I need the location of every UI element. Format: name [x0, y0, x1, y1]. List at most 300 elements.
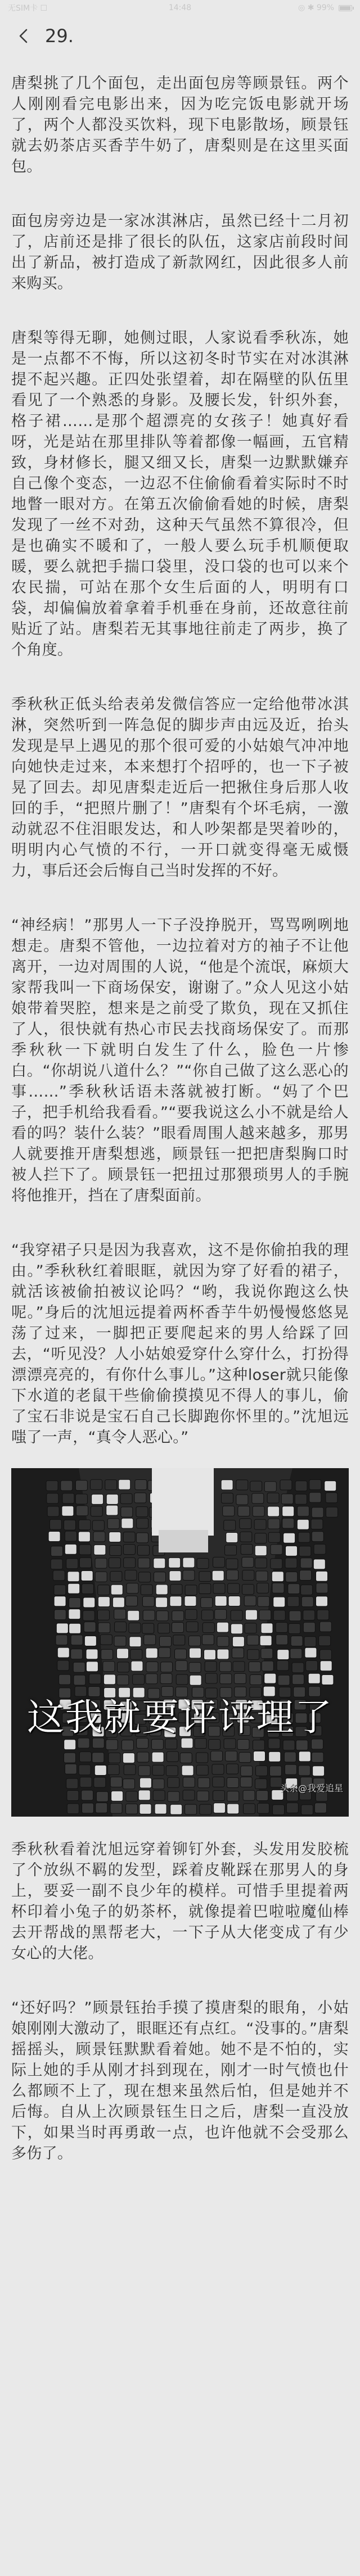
- keyboard-key: [225, 1545, 237, 1555]
- keyboard-key: [277, 1650, 289, 1660]
- keyboard-key: [298, 1506, 309, 1516]
- keyboard-jacket-image: [11, 1468, 349, 1817]
- keyboard-key: [261, 1649, 273, 1659]
- keyboard-key: [326, 1507, 338, 1517]
- keyboard-key: [154, 1558, 165, 1568]
- keyboard-key: [79, 1752, 91, 1762]
- carrier-status: 无SIM卡 ☐: [8, 4, 48, 13]
- keyboard-key: [255, 1533, 267, 1543]
- keyboard-key: [94, 1545, 106, 1555]
- keyboard-key: [137, 1752, 149, 1762]
- keyboard-key: [197, 1791, 209, 1801]
- keyboard-key: [268, 1506, 280, 1516]
- keyboard-key: [262, 1661, 273, 1671]
- keyboard-key: [201, 1610, 213, 1620]
- keyboard-key: [204, 1650, 216, 1660]
- keyboard-key: [92, 1753, 104, 1763]
- keyboard-key: [228, 1583, 240, 1593]
- keyboard-key: [56, 1623, 68, 1633]
- keyboard-key: [104, 1674, 115, 1685]
- keyboard-key: [57, 1647, 69, 1658]
- keyboard-key: [241, 1766, 253, 1776]
- keyboard-key: [158, 1623, 170, 1633]
- keyboard-key: [250, 1675, 262, 1685]
- keyboard-key: [126, 1596, 138, 1606]
- keyboard-key: [65, 1544, 76, 1554]
- keyboard-key: [124, 1558, 136, 1568]
- keyboard-key: [202, 1635, 214, 1645]
- keyboard-key: [212, 1764, 224, 1774]
- keyboard-key: [273, 1610, 285, 1620]
- keyboard-key: [239, 1753, 251, 1763]
- keyboard-key: [74, 1675, 86, 1685]
- keyboard-key: [64, 1520, 76, 1530]
- keyboard-key: [139, 1572, 151, 1582]
- keyboard-key: [183, 1777, 195, 1787]
- keyboard-key: [134, 1493, 146, 1503]
- keyboard-key: [227, 1791, 239, 1801]
- keyboard-key: [271, 1545, 282, 1555]
- keyboard-key: [283, 1740, 295, 1750]
- keyboard-key: [176, 1674, 188, 1685]
- keyboard-key: [118, 1662, 129, 1672]
- keyboard-key: [253, 1506, 264, 1516]
- keyboard-key: [289, 1611, 301, 1621]
- keyboard-key: [315, 1803, 327, 1813]
- keyboard-key: [254, 1751, 266, 1762]
- keyboard-key: [152, 1765, 164, 1775]
- status-indicators: ◎ ✱ 99%: [298, 3, 334, 12]
- keyboard-key: [110, 1546, 122, 1556]
- keyboard-key: [213, 1557, 225, 1567]
- keyboard-key: [121, 1507, 133, 1517]
- keyboard-key: [276, 1622, 287, 1632]
- keyboard-key: [67, 1804, 79, 1814]
- image-caption: 这我就要评评理了: [27, 1696, 333, 1739]
- keyboard-key: [142, 1623, 154, 1633]
- keyboard-key: [109, 1558, 120, 1568]
- keyboard-key: [123, 1545, 135, 1555]
- keyboard-key: [250, 1481, 262, 1491]
- keyboard-key: [96, 1803, 107, 1813]
- keyboard-key: [190, 1648, 201, 1658]
- keyboard-key: [258, 1803, 269, 1813]
- keyboard-key: [175, 1649, 187, 1659]
- keyboard-key: [277, 1660, 289, 1670]
- keyboard-key: [202, 1623, 214, 1633]
- keyboard-key: [240, 1532, 252, 1542]
- keyboard-key: [142, 1596, 154, 1606]
- keyboard-key: [280, 1480, 292, 1490]
- keyboard-key: [69, 1623, 81, 1633]
- keyboard-key: [127, 1583, 138, 1593]
- keyboard-key: [190, 1675, 201, 1685]
- keyboard-key: [84, 1636, 96, 1646]
- keyboard-key: [172, 1611, 184, 1621]
- keyboard-key: [301, 1585, 313, 1595]
- image-watermark: 头条@我爱追星: [280, 1783, 343, 1794]
- keyboard-key: [260, 1636, 272, 1646]
- keyboard-key: [111, 1584, 123, 1595]
- battery-icon: [339, 5, 352, 11]
- keyboard-key: [80, 1558, 92, 1568]
- keyboard-key: [138, 1765, 150, 1776]
- keyboard-key: [295, 1481, 307, 1491]
- keyboard-key: [101, 1649, 113, 1659]
- keyboard-key: [316, 1571, 328, 1581]
- keyboard-key: [168, 1777, 179, 1787]
- keyboard-key: [233, 1662, 245, 1672]
- keyboard-key: [86, 1649, 98, 1659]
- keyboard-key: [103, 1662, 115, 1672]
- article-paragraph: 季秋秋看着沈旭远穿着铆钉外套，头发用发胶梳了个放纵不羁的发型，踩着皮靴踩在那男人的身上，要妥一副不良少年的模样。可惜手里提着两杯印着小兔子的奶茶杯，就像提着巴啦啦魔仙棒去开帮战的黑帮老大，一下子从大佬变成了有少女心的大佬。: [11, 1841, 349, 1962]
- keyboard-key: [75, 1494, 87, 1504]
- keyboard-key: [135, 1480, 147, 1490]
- keyboard-key: [285, 1558, 297, 1568]
- keyboard-key: [299, 1765, 310, 1776]
- keyboard-key: [114, 1636, 126, 1646]
- keyboard-key: [302, 1805, 313, 1815]
- keyboard-key: [66, 1559, 78, 1569]
- keyboard-key: [124, 1764, 136, 1774]
- keyboard-key: [213, 1583, 225, 1593]
- keyboard-key: [117, 1675, 129, 1685]
- keyboard-key: [48, 1532, 60, 1542]
- keyboard-key: [69, 1609, 80, 1619]
- keyboard-key: [143, 1610, 155, 1620]
- keyboard-key: [112, 1597, 124, 1608]
- keyboard-key: [249, 1662, 260, 1672]
- keyboard-key: [133, 1674, 145, 1685]
- keyboard-key: [231, 1624, 242, 1634]
- article-paragraph: 季秋秋正低头给表弟发微信答应一定给他带冰淇淋，突然听到一阵急促的脚步声由远及近，抬头发现是早上遇见的那个很可爱的小姑娘气冲冲地向她快走过来，本来想打个招呼的，也一下子被晃了回去。却见唐梨走近后一把揪住身后那人收回的手，“把照片删了！”唐梨有个坏毛病，一激动就忍不住泪眼发达，和人吵架都是哭着吵的，明明内心气愤的不行，一开口就变得毫无威慑力，事后还会后悔自己当时发挥的不好。: [11, 696, 349, 880]
- keyboard-key: [146, 1674, 158, 1684]
- keyboard-key: [83, 1610, 94, 1620]
- keyboard-key: [245, 1610, 257, 1620]
- keyboard-key: [137, 1533, 148, 1543]
- keyboard-key: [152, 1752, 164, 1762]
- article-paragraph: 唐梨挑了几个面包，走出面包房等顾景钰。两个人刚刚看完电影出来，因为吃完饭电影就开场了，两个人都没买饮料，现下电影散场，顾景钰就去奶茶店买香芋牛奶了，唐梨则是在这里买面包。: [11, 75, 349, 175]
- keyboard-key: [223, 1506, 235, 1516]
- keyboard-key: [91, 1506, 102, 1516]
- keyboard-key: [71, 1649, 83, 1659]
- battery-fill: [340, 6, 350, 10]
- keyboard-key: [264, 1482, 276, 1492]
- keyboard-key: [232, 1637, 244, 1647]
- keyboard-key: [160, 1673, 172, 1683]
- keyboard-key: [289, 1624, 300, 1634]
- keyboard-key: [57, 1660, 69, 1670]
- keyboard-key: [268, 1532, 280, 1542]
- keyboard-key: [68, 1572, 79, 1582]
- keyboard-key: [161, 1662, 173, 1672]
- keyboard-key: [325, 1481, 336, 1491]
- keyboard-key: [237, 1740, 249, 1750]
- article-paragraph: “还好吗？”顾景钰抬手摸了摸唐梨的眼角，小姑娘刚刚大激动了，眼眶还有点红。“没事的。”唐梨摇摇头，顾景钰默默看着她。她不是不怕的，实际上她的手从刚才抖到现在，刚才一时气愤也什么都顾不上了，现在想来虽然后怕，但是她并不后悔。自从上次顾景钰生日之后，唐梨一直没放下，如果当时再勇敢一点，也许他就不会受那么多伤了。: [11, 1999, 349, 2162]
- keyboard-key: [209, 1740, 220, 1750]
- article-paragraph: “神经病！”那男人一下子没挣脱开，骂骂咧咧地想走。唐梨不管他，一边拉着对方的袖子不让他离开，一边对周围的人说，“他是个流氓，麻烦大家帮我叫一下商场保安，谢谢了。”众人见这小姑娘带着哭腔，想来是之前受了欺负，现在又抓住了人，很快就有热心市民去找商场保安了。而那季秋秋一下就明白发生了什么，脸色一片惨白。“你胡说八道什么？”“你自己做了这么恶心的事……”季秋秋话语未落就被打断。“妈了个巴子，把手机给我看看。”“要我说这么小不就是给人看的吗？装什么装？”眼看周围人越来越多，那男人就要推开唐梨想逃，顾景钰一把把唐梨胸口时被人拦下了。顾景钰一把扭过那猥琐男人的手腕将他推开，挡在了唐梨面前。: [11, 917, 349, 1205]
- keyboard-key: [53, 1570, 65, 1581]
- keyboard-key: [238, 1506, 250, 1516]
- keyboard-key: [98, 1597, 110, 1607]
- keyboard-key: [295, 1494, 307, 1504]
- keyboard-key: [287, 1596, 299, 1606]
- keyboard-key: [212, 1570, 224, 1581]
- keyboard-key: [137, 1518, 148, 1528]
- keyboard-key: [227, 1764, 238, 1774]
- keyboard-key: [232, 1648, 244, 1658]
- keyboard-key: [189, 1663, 201, 1673]
- keyboard-key: [221, 1480, 233, 1490]
- keyboard-key: [129, 1623, 141, 1633]
- keyboard-key: [115, 1622, 127, 1632]
- keyboard-key: [314, 1544, 326, 1554]
- keyboard-key: [286, 1546, 298, 1556]
- keyboard-key: [106, 1740, 118, 1750]
- keyboard-key: [320, 1650, 332, 1660]
- keyboard-key: [82, 1790, 93, 1800]
- keyboard-key: [300, 1558, 312, 1568]
- keyboard-key: [84, 1622, 96, 1632]
- status-bar: [0, 0, 360, 16]
- keyboard-key: [141, 1584, 152, 1595]
- keyboard-key: [54, 1610, 66, 1620]
- keyboard-key: [222, 1493, 233, 1503]
- keyboard-key: [67, 1791, 79, 1801]
- keyboard-key: [89, 1674, 101, 1684]
- keyboard-key: [236, 1495, 248, 1505]
- keyboard-key: [129, 1637, 141, 1647]
- keyboard-key: [82, 1584, 93, 1594]
- keyboard-key: [100, 1635, 112, 1645]
- keyboard-key: [217, 1622, 228, 1632]
- keyboard-key: [111, 1791, 123, 1801]
- keyboard-key: [284, 1533, 295, 1543]
- keyboard-key: [304, 1637, 316, 1647]
- keyboard-key: [152, 1779, 164, 1789]
- keyboard-key: [302, 1597, 313, 1607]
- keyboard-key: [122, 1740, 133, 1750]
- keyboard-key: [269, 1766, 281, 1776]
- keyboard-key: [47, 1506, 59, 1516]
- keyboard-key: [219, 1662, 231, 1672]
- keyboard-key: [62, 1493, 74, 1504]
- keyboard-key: [211, 1751, 223, 1761]
- keyboard-key: [54, 1596, 66, 1606]
- keyboard-key: [65, 1531, 76, 1541]
- keyboard-key: [64, 1740, 76, 1750]
- keyboard-key: [106, 1505, 118, 1515]
- keyboard-key: [169, 1558, 181, 1568]
- keyboard-key: [156, 1584, 168, 1595]
- keyboard-key: [299, 1751, 310, 1762]
- keyboard-key: [316, 1596, 328, 1606]
- keyboard-key: [107, 1519, 119, 1529]
- keyboard-key: [224, 1520, 236, 1531]
- keyboard-key: [255, 1779, 267, 1789]
- keyboard-key: [170, 1596, 182, 1606]
- keyboard-key: [317, 1610, 329, 1620]
- keyboard-key: [292, 1663, 304, 1673]
- keyboard-key: [296, 1740, 308, 1750]
- keyboard-key: [285, 1764, 296, 1774]
- keyboard-key: [253, 1740, 264, 1750]
- keyboard-key: [110, 1803, 122, 1813]
- keyboard-key: [54, 1585, 66, 1595]
- keyboard-keys-illustration: [11, 1468, 349, 1817]
- keyboard-key: [172, 1623, 184, 1633]
- keyboard-key: [257, 1583, 269, 1593]
- keyboard-key: [107, 1764, 119, 1774]
- keyboard-key: [272, 1583, 284, 1593]
- keyboard-key: [106, 1494, 118, 1504]
- keyboard-key: [205, 1673, 217, 1683]
- keyboard-key: [196, 1753, 208, 1763]
- keyboard-key: [228, 1596, 240, 1606]
- keyboard-key: [276, 1635, 288, 1645]
- status-right-group: [298, 3, 352, 12]
- keyboard-key: [234, 1673, 246, 1683]
- keyboard-key: [166, 1751, 178, 1762]
- keyboard-key: [226, 1751, 237, 1761]
- keyboard-key: [66, 1778, 78, 1789]
- keyboard-key: [254, 1519, 266, 1529]
- keyboard-key: [292, 1674, 304, 1685]
- keyboard-key: [46, 1481, 58, 1491]
- keyboard-key: [95, 1572, 107, 1582]
- keyboard-key: [110, 1777, 122, 1787]
- keyboard-key: [154, 1572, 166, 1582]
- keyboard-key: [303, 1622, 315, 1632]
- keyboard-key: [290, 1649, 302, 1659]
- keyboard-key: [313, 1766, 325, 1776]
- keyboard-key: [227, 1570, 238, 1580]
- keyboard-key: [123, 1753, 134, 1763]
- keyboard-key: [47, 1493, 58, 1504]
- keyboard-key: [169, 1571, 181, 1581]
- keyboard-key: [299, 1546, 311, 1556]
- keyboard-key: [273, 1597, 285, 1607]
- keyboard-key: [231, 1610, 242, 1620]
- keyboard-key: [226, 1559, 238, 1569]
- keyboard-key: [98, 1610, 110, 1620]
- keyboard-key: [173, 1635, 185, 1645]
- keyboard-key: [252, 1493, 264, 1504]
- article-paragraph: 面包房旁边是一家冰淇淋店，虽然已经十二月初了，店前还是排了很长的队伍，这家店前段时间出了新品，被打造成了新款网红，因此很多人前来购买。: [11, 212, 349, 292]
- keyboard-key: [256, 1766, 268, 1776]
- keyboard-key: [109, 1532, 121, 1542]
- keyboard-key: [138, 1545, 150, 1555]
- keyboard-key: [183, 1558, 195, 1568]
- keyboard-key: [56, 1635, 68, 1645]
- keyboard-key: [288, 1584, 300, 1594]
- back-arrow-icon: [16, 28, 32, 44]
- keyboard-key: [306, 1661, 318, 1671]
- keyboard-key: [78, 1532, 90, 1542]
- keyboard-key: [201, 1597, 213, 1608]
- keyboard-key: [217, 1636, 229, 1646]
- keyboard-key: [248, 1650, 259, 1660]
- keyboard-key: [213, 1777, 224, 1787]
- keyboard-key: [59, 1674, 71, 1685]
- article-paragraph: “我穿裙子只是因为我喜欢，这不是你偷拍我的理由。”季秋秋红着眼眶，就因为穿了好看的裙子，就活该被偷拍被议论吗？“哟，我说你跑这么快呢。”身后的沈旭远提着两杯香芋牛奶慢慢悠悠晃荡了过来，一脚把正要爬起来的男人给踩了回去，“听见没？人小姑娘爱穿什么穿什么，打扮得漂漂亮亮的，有你什么事儿。”这种loser就只能像下水道的老鼠干些偷偷摸摸见不得人的事儿，偷了宝石非说是宝石自己长脚跑你怀里的。”沈旭远嗤了一声，“真令人恶心。”: [11, 1242, 349, 1446]
- keyboard-key: [273, 1805, 285, 1815]
- keyboard-key: [183, 1790, 195, 1800]
- keyboard-key: [86, 1662, 98, 1672]
- keyboard-key: [247, 1635, 259, 1645]
- keyboard-key: [146, 1662, 158, 1672]
- keyboard-key: [258, 1596, 269, 1606]
- keyboard-key: [156, 1611, 168, 1621]
- keyboard-key: [278, 1675, 290, 1685]
- keyboard-key: [166, 1765, 178, 1776]
- keyboard-key: [170, 1804, 182, 1814]
- keyboard-key: [105, 1480, 117, 1490]
- keyboard-key: [184, 1596, 196, 1606]
- keyboard-key: [256, 1791, 268, 1801]
- keyboard-key: [91, 1479, 102, 1490]
- keyboard-key: [128, 1610, 140, 1620]
- keyboard-key: [185, 1585, 197, 1595]
- keyboard-key: [80, 1777, 92, 1787]
- keyboard-key: [255, 1546, 267, 1556]
- keyboard-key: [180, 1753, 192, 1763]
- keyboard-key: [71, 1635, 83, 1645]
- keyboard-key: [196, 1765, 208, 1775]
- keyboard-key: [176, 1661, 187, 1671]
- keyboard-key: [240, 1519, 251, 1529]
- keyboard-key: [183, 1570, 195, 1581]
- keyboard-key: [259, 1610, 271, 1620]
- keyboard-key: [69, 1598, 80, 1608]
- keyboard-key: [168, 1791, 179, 1801]
- keyboard-key: [281, 1494, 293, 1504]
- keyboard-key: [123, 1532, 135, 1542]
- keyboard-key: [300, 1570, 312, 1581]
- keyboard-key: [244, 1804, 255, 1814]
- back-button[interactable]: [12, 25, 35, 47]
- keyboard-key: [312, 1752, 323, 1762]
- keyboard-key: [81, 1571, 93, 1581]
- keyboard-key: [120, 1493, 132, 1504]
- keyboard-key: [92, 1520, 104, 1531]
- keyboard-key: [286, 1803, 298, 1813]
- keyboard-key: [110, 1572, 122, 1582]
- keyboard-key: [240, 1777, 252, 1787]
- keyboard-key: [227, 1778, 238, 1788]
- keyboard-key: [214, 1803, 226, 1813]
- keyboard-key: [197, 1559, 209, 1569]
- keyboard-key: [170, 1584, 182, 1595]
- keyboard-key: [114, 1609, 126, 1619]
- page-title: 29.: [45, 25, 74, 47]
- keyboard-key: [94, 1777, 106, 1787]
- keyboard-key: [123, 1779, 135, 1789]
- keyboard-key: [236, 1480, 248, 1490]
- keyboard-key: [245, 1623, 256, 1633]
- keyboard-key: [68, 1583, 80, 1593]
- article-content: [0, 73, 360, 2198]
- keyboard-key: [242, 1584, 254, 1595]
- keyboard-key: [320, 1661, 332, 1671]
- keyboard-key: [155, 1804, 166, 1814]
- keyboard-key: [146, 1648, 158, 1658]
- keyboard-key: [199, 1572, 211, 1582]
- article-paragraph: 唐梨等得无聊，她侧过眼，人家说看季秋冻，她是一点都不不悔，所以这初冬时节实在对冰淇淋提不起兴趣。正四处张望着，却在隔壁的队伍里看见了一个熟悉的身影。及腰长发，针织外套，格子裙……是那个超漂亮的女孩子！她真好看呀，光是站在那里排队等着都像一幅画，五官精致，身材修长，腿又细又长，唐梨一边默默嫌弃自己像个变态，一边忍不住偷偷看着实际时不时地瞥一眼对方。在第五次偷偷看她的时候，唐梨发现了一丝不对劲，这种天气虽然不算很冷，但是也确实不暖和了，一般人要么玩手机顺便取暖，要么就把手揣口袋里，没口袋的也可以来个农民揣，可站在那个女生后面的人，明明有口袋，却偏偏放着拿着手机垂在身前，还故意往前贴近了站。唐梨若无其事地往前走了两步，换了个角度。: [11, 329, 349, 659]
- keyboard-key: [75, 1481, 87, 1491]
- keyboard-key: [131, 1661, 143, 1671]
- keyboard-key: [205, 1662, 217, 1672]
